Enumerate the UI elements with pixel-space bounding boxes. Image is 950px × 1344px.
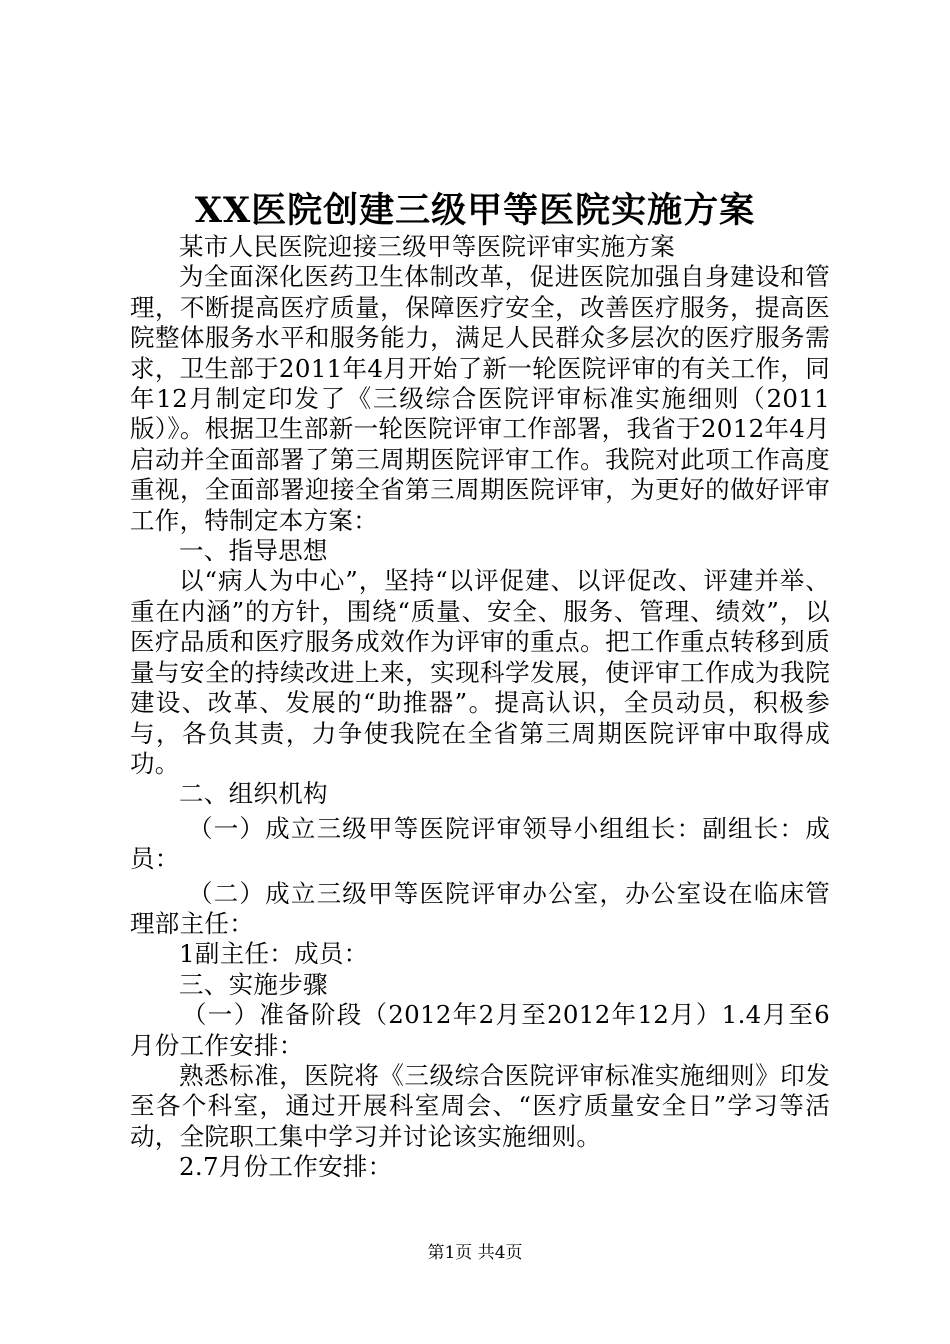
- steps-item-1: （一）准备阶段（2012年2月至2012年12月）1.4月至6月份工作安排：: [130, 1000, 830, 1060]
- organization-item-2: （二）成立三级甲等医院评审办公室，办公室设在临床管理部主任：: [130, 878, 830, 938]
- organization-item-3: 1副主任：成员：: [179, 939, 369, 969]
- section-heading-organization: 二、组织机构: [179, 779, 328, 809]
- guiding-paragraph: 以“病人为中心”，坚持“以评促建、以评促改、评建并举、重在内涵”的方针，围绕“质量、安全、服务、管理、绩效”，以医疗品质和医疗服务成效作为评审的重点。把工作重点转移到质量与安全的持续改进上来，实现科学发展，使评审工作成为我院建设、改革、发展的“助推器”。提高认识，全员动员，积极参与，各负其责，力争使我院在全省第三周期医院评审中取得成功。: [130, 566, 830, 778]
- document-body: [130, 232, 830, 1183]
- document-title: XX医院创建三级甲等医院实施方案: [194, 190, 756, 231]
- section-heading-steps: 三、实施步骤: [179, 969, 328, 999]
- steps-paragraph: 熟悉标准，医院将《三级综合医院评审标准实施细则》印发至各个科室，通过开展科室周会、“医疗质量安全日”学习等活动，全院职工集中学习并讨论该实施细则。: [130, 1060, 830, 1151]
- page-footer: 第1页 共4页: [427, 1243, 523, 1263]
- section-heading-guiding: 一、指导思想: [179, 536, 328, 566]
- intro-paragraph: 为全面深化医药卫生体制改革，促进医院加强自身建设和管理，不断提高医疗质量，保障医疗安全，改善医疗服务，提高医院整体服务水平和服务能力，满足人民群众多层次的医疗服务需求，卫生部于2011年4月开始了新一轮医院评审的有关工作，同年12月制定印发了《三级综合医院评审标准实施细则（2011版）》。根据卫生部新一轮医院评审工作部署，我省于2012年4月启动并全面部署了第三周期医院评审工作。我院对此项工作高度重视，全面部署迎接全省第三周期医院评审，为更好的做好评审工作，特制定本方案：: [130, 262, 830, 535]
- organization-item-1: （一）成立三级甲等医院评审领导小组组长：副组长：成员：: [130, 813, 830, 874]
- subtitle-paragraph: 某市人民医院迎接三级甲等医院评审实施方案: [179, 232, 675, 261]
- steps-item-2: 2.7月份工作安排：: [179, 1152, 393, 1182]
